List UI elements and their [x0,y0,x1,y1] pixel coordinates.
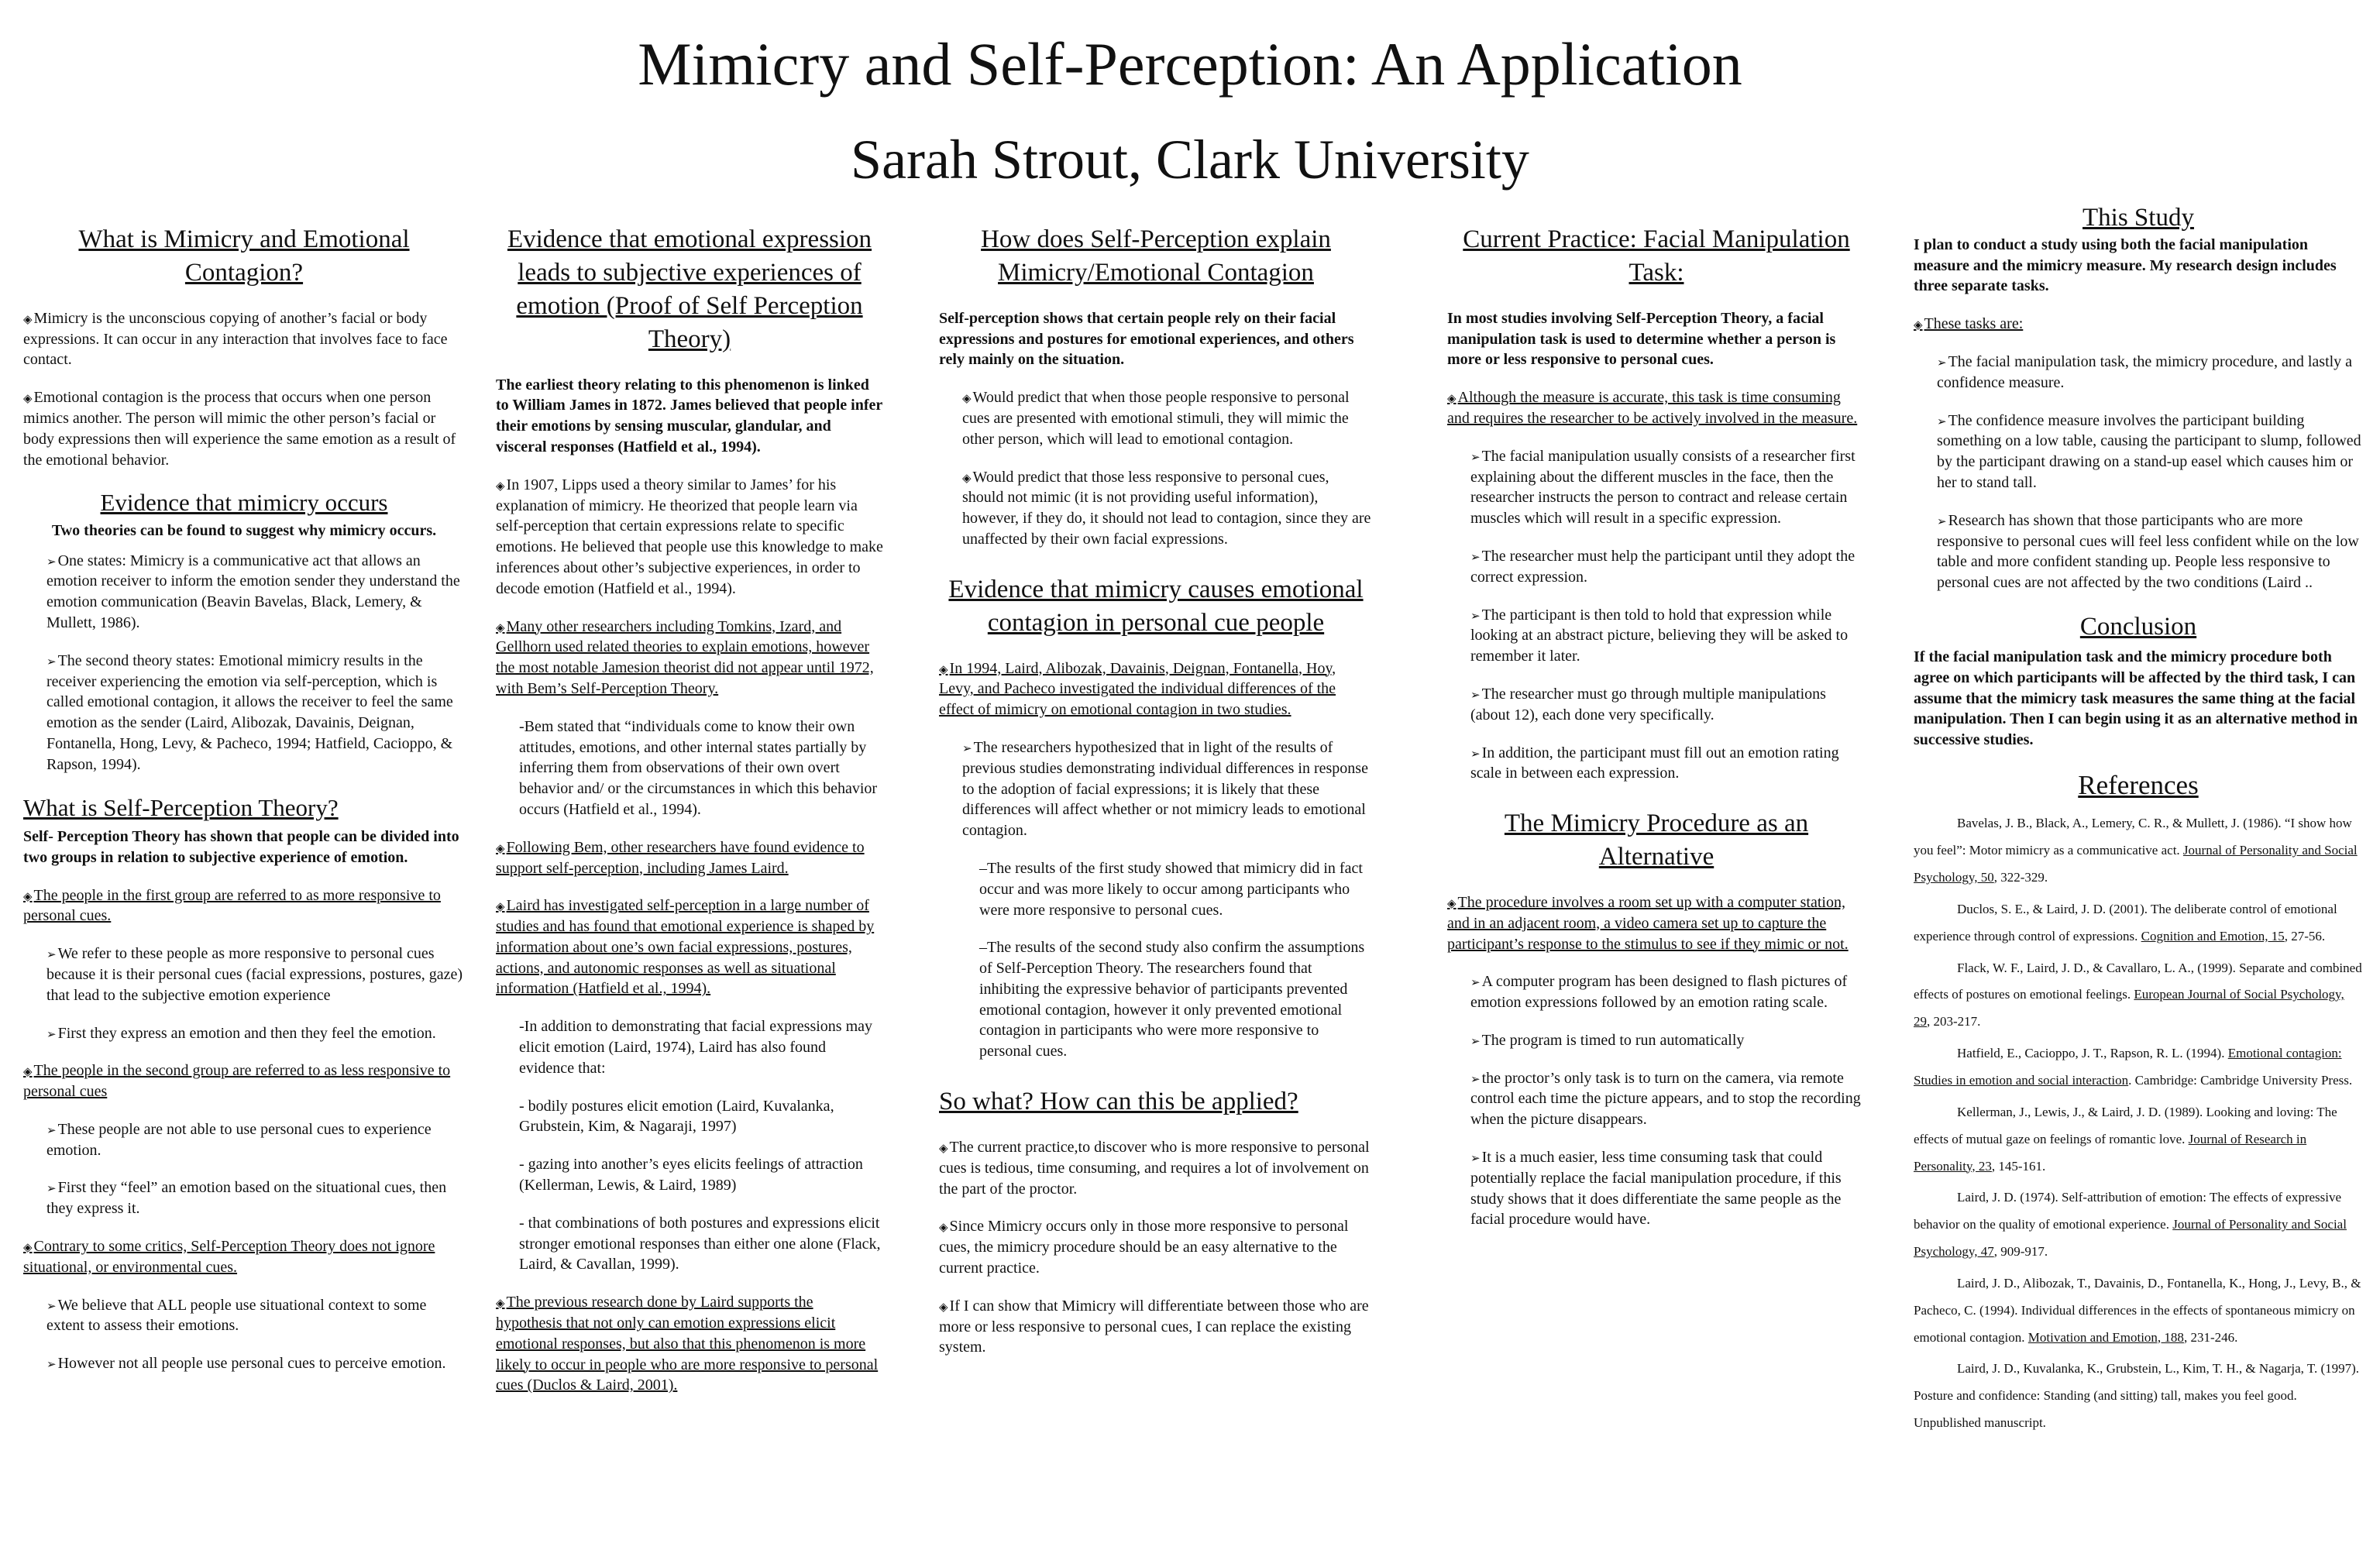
arrow-bullet-icon: ➢ [1470,549,1481,564]
paragraph: ➢ A computer program has been designed to flash pictures of emotion expressions followed by an emotion rating scale. [1470,973,1848,1012]
paragraph: ➢ We refer to these people as more responsive to personal cues because it is their personal cues (facial expressions, postures, gaze) that lead to the subjective emotion experience [46,945,463,1004]
paragraph: ➢ These people are not able to use personal cues to experience emotion. [46,1120,432,1159]
paragraph: ◈ The people in the first group are referred to as more responsive to personal cues. [23,886,441,925]
diamond-bullet-icon: ◈ [496,840,505,855]
reference-list [1914,810,2363,1437]
arrow-bullet-icon: ➢ [1470,449,1481,464]
paragraph: - bodily postures elicit emotion (Laird, Kuvalanka, Grubstein, Kim, & Nagaraji, 1997) [519,1097,834,1136]
arrow-bullet-icon: ➢ [46,1181,57,1196]
paragraph: ◈ Would predict that when those people responsive to personal cues are presented with emotional stimuli, they will mimic the other person, which will lead to emotional contagion. [962,389,1350,448]
paragraph: The earliest theory relating to this phenomenon is linked to William James in 1872. James believed that people infer their emotions by sensing muscular, glandular, and visceral responses (Hatfield et al., 1994). [496,376,882,455]
column-current-practice [1447,223,1866,1247]
paragraph: ➢ The program is timed to run automatically [1470,1031,1745,1049]
reference-item: Kellerman, J., Lewis, J., & Laird, J. D. (1989). Looking and loving: The effects of mutual gaze on feelings of romantic love. Journal of Research in Personality, 23, 145-161. [1914,1104,2337,1174]
diamond-bullet-icon: ◈ [962,470,972,485]
paragraph: ➢ The facial manipulation usually consists of a researcher first explaining about the different muscles in the face, then the researcher instructs the person to contract and release certain muscles which will result in a specific expression. [1470,447,1856,528]
paragraph: ➢ In addition, the participant must fill out an emotion rating scale in between each expression. [1470,744,1839,782]
paragraph: In most studies involving Self-Perception Theory, a facial manipulation task is used to determine whether a person is more or less responsive to personal cues. [1447,309,1836,369]
section-heading-evidence-expression: Evidence that emotional expression leads to subjective experiences of emotion (Proof of Self Perception Theory) [507,225,872,353]
arrow-bullet-icon: ➢ [1470,687,1481,702]
arrow-bullet-icon: ➢ [1470,1033,1481,1048]
arrow-bullet-icon: ➢ [1937,356,1947,370]
paragraph: ◈ The current practice,to discover who is more responsive to personal cues is tedious, time consuming, and requires a lot of involvement on the part of the proctor. [939,1138,1370,1198]
column-evidence-expression [496,223,883,1413]
arrow-bullet-icon: ➢ [46,1122,57,1137]
column-self-perception-explain [939,223,1373,1375]
section-heading-this-study: This Study [2082,204,2194,232]
arrow-bullet-icon: ➢ [46,1357,57,1372]
paragraph: Self-perception shows that certain people rely on their facial expressions and postures for emotional experiences, and others rely mainly on the situation. [939,309,1354,369]
diamond-bullet-icon: ◈ [23,311,33,326]
paragraph: ◈ The previous research done by Laird supports the hypothesis that not only can emotion expressions elicit emotional responses, but also that this phenomenon is more likely to occur in people who are more responsive to personal cues (Duclos & Laird, 2001). [496,1294,879,1394]
reference-item: Laird, J. D., Alibozak, T., Davainis, D., Fontanella, K., Hong, J., Levy, B., & Pacheco, C. (1994). Individual differences in the effects of spontaneous mimicry on emotional contagion. Motivation and Emotion, 188, 231-246. [1914,1275,2361,1345]
arrow-bullet-icon: ➢ [1937,514,1947,528]
paragraph: ◈ Contrary to some critics, Self-Perception Theory does not ignore situational, or environmental cues. [23,1238,435,1276]
paragraph: ➢ We believe that ALL people use situational context to some extent to assess their emotions. [46,1296,427,1335]
section-heading-conclusion: Conclusion [2079,613,2197,641]
section-heading-current-practice: Current Practice: Facial Manipulation Task: [1463,225,1850,287]
diamond-bullet-icon: ◈ [939,1140,948,1155]
paragraph: ➢ The second theory states: Emotional mimicry results in the receiver experiencing the emotion via self-perception, which is called emotional contagion, it allows the receiver to feel the same emotion as the sender (Laird, Alibozak, Davainis, Deignan, Fontanella, Hong, Levy, & Pacheco, 1994; Hatfield, Cacioppo, & Rapson, 1994). [46,651,453,773]
paragraph: ◈ In 1994, Laird, Alibozak, Davainis, Deignan, Fontanella, Hoy, Levy, and Pacheco investigated the individual differences of the effect of mimicry on emotional contagion in two studies. [939,659,1336,719]
diamond-bullet-icon: ◈ [23,1064,33,1079]
section-heading-evidence-contagion: Evidence that mimicry causes emotional contagion in personal cue people [948,575,1364,637]
paragraph: If the facial manipulation task and the mimicry procedure both agree on which participants will be affected by the third task, I can assume that the mimicry task measures the same thing at the facial manipulation. Then I can begin using it as an alternative method in successive studies. [1914,648,2358,749]
paragraph: ◈ If I can show that Mimicry will differentiate between those who are more or less responsive to personal cues, I can replace the existing system. [939,1297,1369,1356]
paragraph: ◈ Laird has investigated self-perception in a large number of studies and has found that emotional experience is shaped by information about one’s own facial expressions, postures, actions, and autonomic responses as well as situational information (Hatfield et al., 1994). [496,897,875,998]
arrow-bullet-icon: ➢ [1470,1071,1481,1086]
paragraph: -Bem stated that “individuals come to know their own attitudes, emotions, and other internal states partially by inferring them from observations of their own overt behavior and/ or the circumstances in which this behavior occurs (Hatfield et al., 1994). [519,717,878,818]
paragraph: ◈ Emotional contagion is the process that occurs when one person mimics another. The person will mimic the other person’s facial or body expressions then will experience the same emotion as a result of the emotional behavior. [23,389,456,469]
paragraph: ◈ Mimicry is the unconscious copying of another’s facial or body expressions. It can occur in any interaction that involves face to face contact. [23,309,448,369]
section-heading-references: References [2078,769,2199,800]
section-heading-mimicry: What is Mimicry and Emotional Contagion? [78,225,410,287]
paragraph: ➢ The researchers hypothesized that in light of the results of previous studies demonstrating individual differences in response to the adoption of facial expressions; it is likely that these differences will affect whether or not mimicry leads to emotional contagion. [962,738,1368,840]
paragraph: ◈ Would predict that those less responsive to personal cues, should not mimic (it is not providing useful information), however, if they do, it should not lead to contagion, since they are unaffected by their own facial expressions. [962,468,1371,548]
diamond-bullet-icon: ◈ [1447,391,1457,406]
paragraph: ➢ However not all people use personal cues to perceive emotion. [46,1355,446,1373]
diamond-bullet-icon: ◈ [939,1299,948,1314]
paragraph: ➢ First they “feel” an emotion based on the situational cues, then they express it. [46,1179,447,1218]
paragraph: ◈ These tasks are: [1914,315,2024,333]
paragraph: -In addition to demonstrating that facial expressions may elicit emotion (Laird, 1974), Laird has also found evidence that: [519,1018,872,1077]
reference-item: Bavelas, J. B., Black, A., Lemery, C. R., & Mullett, J. (1986). “I show how you feel”: Motor mimicry as a communicative act. Journal of Personality and Social Psychology, 50, 322-329. [1914,816,2358,885]
paragraph: –The results of the first study showed that mimicry did in fact occur and was more likely to occur among participants who were more responsive to personal cues. [979,859,1363,919]
paragraph: ➢ The researcher must help the participant until they adopt the correct expression. [1470,547,1856,586]
arrow-bullet-icon: ➢ [46,1026,57,1041]
diamond-bullet-icon: ◈ [1914,318,1923,332]
paragraph: ◈ The people in the second group are referred to as less responsive to personal cues [23,1062,451,1101]
diamond-bullet-icon: ◈ [23,1240,33,1255]
diamond-bullet-icon: ◈ [23,888,33,903]
paragraph: ◈ Following Bem, other researchers have found evidence to support self-perception, including James Laird. [496,838,865,877]
section-subheading: Two theories can be found to suggest why mimicry occurs. [51,521,437,539]
paragraph: ◈ Although the measure is accurate, this task is time consuming and requires the researcher to be actively involved in the measure. [1447,389,1858,427]
paragraph: ◈ The procedure involves a room set up with a computer station, and in an adjacent room, a video camera set up to capture the participant’s response to the stimulus to see if they mimic or not. [1447,893,1849,953]
arrow-bullet-icon: ➢ [1470,975,1481,990]
section-heading-mimicry-procedure: The Mimicry Procedure as an Alternative [1504,809,1809,871]
diamond-bullet-icon: ◈ [496,899,505,914]
diamond-bullet-icon: ◈ [962,391,972,406]
paragraph: ➢ It is a much easier, less time consuming task that could potentially replace the facial manipulation procedure, if this study shows that it does differentiate the same people as the facial procedure would have. [1470,1149,1842,1229]
arrow-bullet-icon: ➢ [1470,746,1481,761]
reference-item: Duclos, S. E., & Laird, J. D. (2001). The deliberate control of emotional experience through control of expressions. Cognition and Emotion, 15, 27-56. [1914,901,2337,943]
paragraph: ➢ First they express an emotion and then they feel the emotion. [46,1024,436,1042]
poster-title: Mimicry and Self-Perception: An Application [638,30,1742,98]
paragraph: ➢ Research has shown that those participants who are more responsive to personal cues will feel less confident while on the low table and more confident standing up. People less responsive to personal cues are not affected by the two conditions (Laird .. [1937,511,2359,592]
column-this-study [1914,201,2363,1442]
arrow-bullet-icon: ➢ [46,1298,57,1313]
arrow-bullet-icon: ➢ [1470,1151,1481,1166]
reference-item: Laird, J. D., Kuvalanka, K., Grubstein, L., Kim, T. H., & Nagarja, T. (1997). Posture and confidence: Standing (and sitting) tall, makes you feel good. Unpublished manuscript. [1914,1361,2360,1431]
paragraph: I plan to conduct a study using both the facial manipulation measure and the mimicry measure. My research design includes three separate tasks. [1914,235,2337,295]
arrow-bullet-icon: ➢ [962,741,972,755]
paragraph: ◈ In 1907, Lipps used a theory similar to James’ for his explanation of mimicry. He theorized that people learn via self-perception that certain expressions relate to specific emotions. He believed that people use this knowledge to make inferences about other’s subjective experiences, in order to decode emotion (Hatfield et al., 1994). [496,476,883,597]
paragraph: ◈ Many other researchers including Tomkins, Izard, and Gellhorn used related theories to explain emotions, however the most notable Jamesion theorist did not appear until 1972, with Bem’s Self-Perception Theory. [496,617,874,697]
column-mimicry [23,223,465,1391]
reference-item: Laird, J. D. (1974). Self-attribution of emotion: The effects of expressive behavior on the quality of emotional experience. Journal of Personality and Social Psychology, 47, 909-917. [1914,1190,2347,1260]
arrow-bullet-icon: ➢ [1470,608,1481,623]
diamond-bullet-icon: ◈ [1447,895,1457,910]
diamond-bullet-icon: ◈ [496,1296,505,1311]
paragraph: ◈ Since Mimicry occurs only in those more responsive to personal cues, the mimicry procedure should be an easy alternative to the current practice. [939,1218,1349,1277]
arrow-bullet-icon: ➢ [1937,414,1947,428]
paragraph: - that combinations of both postures and expressions elicit stronger emotional responses than either one alone (Flack, Laird, & Cavallan, 1999). [519,1214,881,1273]
paragraph: - gazing into another’s eyes elicits feelings of attraction (Kellerman, Lewis, & Laird, 1989) [519,1156,863,1194]
diamond-bullet-icon: ◈ [939,1220,948,1235]
paragraph: ➢ The participant is then told to hold that expression while looking at an abstract picture, believing they will be asked to remember it later. [1470,606,1849,665]
paragraph: ➢ One states: Mimicry is a communicative act that allows an emotion receiver to inform the emotion sender they understand the emotion communication (Beavin Bavelas, Black, Lemery, & Mullett, 1986). [46,552,460,632]
reference-item: Hatfield, E., Cacioppo, J. T., Rapson, R. L. (1994). Emotional contagion: Studies in emotion and social interaction. Cambridge: Cambridge University Press. [1914,1046,2353,1088]
paragraph: ➢ The researcher must go through multiple manipulations (about 12), each done very specifically. [1470,685,1826,724]
section-heading-evidence-mimicry: Evidence that mimicry occurs [100,489,388,517]
diamond-bullet-icon: ◈ [496,620,505,634]
paragraph: ➢ The confidence measure involves the participant building something on a low table, causing the participant to slump, followed by the participant drawing on a stand-up easel which causes him or her to stand tall. [1937,411,2361,492]
diamond-bullet-icon: ◈ [496,478,505,493]
arrow-bullet-icon: ➢ [46,947,57,962]
paragraph: Self- Perception Theory has shown that people can be divided into two groups in relation to subjective experience of emotion. [23,827,459,866]
section-heading-self-perception: What is Self-Perception Theory? [23,793,339,821]
section-heading-so-what: So what? How can this be applied? [939,1088,1298,1116]
arrow-bullet-icon: ➢ [46,654,57,669]
diamond-bullet-icon: ◈ [939,662,948,676]
reference-item: Flack, W. F., Laird, J. D., & Cavallaro, L. A., (1999). Separate and combined effects of postures on emotional feelings. European Journal of Social Psychology, 29, 203-217. [1914,960,2362,1029]
poster-author: Sarah Strout, Clark University [851,129,1529,191]
diamond-bullet-icon: ◈ [23,391,33,406]
paragraph: –The results of the second study also confirm the assumptions of Self-Perception Theory. The researchers found that inhibiting the expressive behavior of participants prevented emotional contagion, however it only prevented emotional contagion in participants who were more responsive to personal cues. [979,939,1365,1060]
arrow-bullet-icon: ➢ [46,554,57,569]
paragraph: ➢ The facial manipulation task, the mimicry procedure, and lastly a confidence measure. [1937,353,2353,391]
section-heading-how-self-perception: How does Self-Perception explain Mimicry/Emotional Contagion [981,225,1331,287]
paragraph: ➢ the proctor’s only task is to turn on the camera, via remote control each time the picture appears, and to stop the recording when the picture disappears. [1470,1069,1861,1129]
